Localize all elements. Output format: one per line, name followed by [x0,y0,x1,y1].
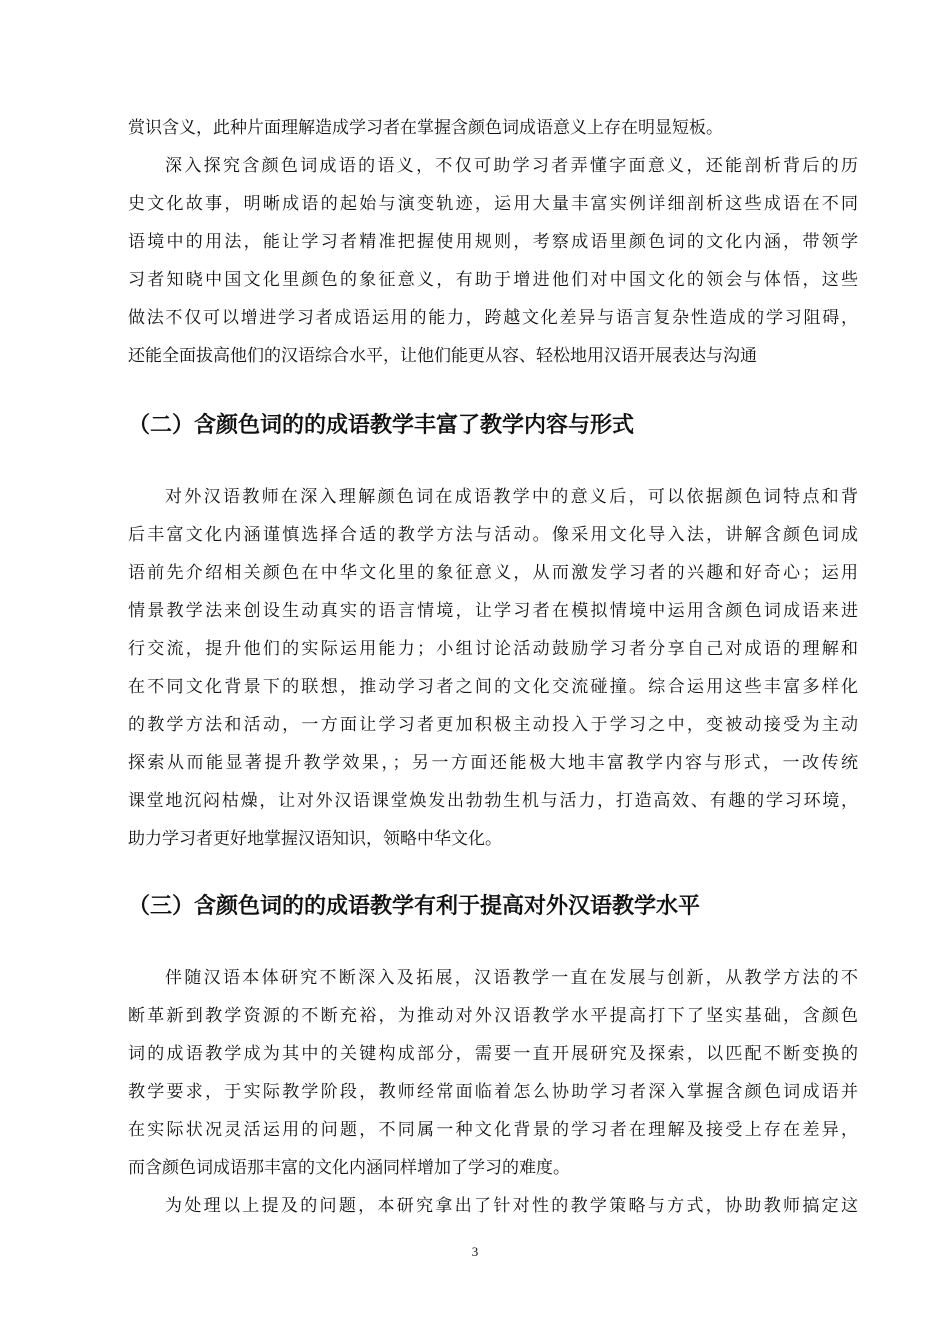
text-line: 对外汉语教师在深入理解颜色词在成语教学中的意义后，可以依据颜色词特点和背 [165,487,858,507]
text-line: 深入探究含颜色词成语的语义，不仅可助学习者弄懂字面意义，还能剖析背后的历 [165,156,858,176]
text-line: 的教学方法和活动，一方面让学习者更加积极主动投入于学习之中，变被动接受为主动 [128,715,858,735]
text-line: 还能全面拔高他们的汉语综合水平，让他们能更从容、轻松地用汉语开展表达与沟通 [128,346,757,366]
text-line: 在不同文化背景下的联想，推动学习者之间的文化交流碰撞。综合运用这些丰富多样化 [128,677,858,697]
text-line: 做法不仅可以增进学习者成语运用的能力，跨越文化差异与语言复杂性造成的学习阻碍， [128,308,858,328]
section-heading: （二）含颜色词的的成语教学丰富了教学内容与形式 [128,413,635,438]
text-line: 断革新到教学资源的不断充裕，为推动对外汉语教学水平提高打下了坚实基础，含颜色 [128,1006,858,1026]
text-line: 行交流，提升他们的实际运用能力；小组讨论活动鼓励学习者分享自己对成语的理解和 [128,639,858,659]
text-line: 伴随汉语本体研究不断深入及拓展，汉语教学一直在发展与创新，从教学方法的不 [165,968,858,988]
text-line: 词的成语教学成为其中的关键构成部分，需要一直开展研究及探索，以匹配不断变换的 [128,1044,858,1064]
text-line: 后丰富文化内涵谨慎选择合适的教学方法与活动。像采用文化导入法，讲解含颜色词成 [128,525,858,545]
page-number: 3 [471,1244,479,1259]
text-line: 课堂地沉闷枯燥，让对外汉语课堂焕发出勃勃生机与活力，打造高效、有趣的学习环境， [128,791,858,811]
text-line: 助力学习者更好地掌握汉语知识，领略中华文化。 [128,829,502,849]
text-line: 习者知晓中国文化里颜色的象征意义，有助于增进他们对中国文化的领会与体悟，这些 [128,270,858,290]
text-line: 语境中的用法，能让学习者精准把握使用规则，考察成语里颜色词的文化内涵，带领学 [128,232,858,252]
text-line: 教学要求，于实际教学阶段，教师经常面临着怎么协助学习者深入掌握含颜色词成语并 [128,1082,858,1102]
text-line: 赏识含义，此种片面理解造成学习者在掌握含颜色词成语意义上存在明显短板。 [128,118,723,138]
text-line: 探索从而能显著提升教学效果，；另一方面还能极大地丰富教学内容与形式，一改传统 [128,753,858,773]
text-line: 语前先介绍相关颜色在中华文化里的象征意义，从而激发学习者的兴趣和好奇心；运用 [128,563,858,583]
text-line: 在实际状况灵活运用的问题，不同属一种文化背景的学习者在理解及接受上存在差异， [128,1120,858,1140]
text-line: 为处理以上提及的问题，本研究拿出了针对性的教学策略与方式，协助教师搞定这 [165,1196,858,1216]
text-line: 而含颜色词成语那丰富的文化内涵同样增加了学习的难度。 [128,1158,570,1178]
text-line: 史文化故事，明晰成语的起始与演变轨迹，运用大量丰富实例详细剖析这些成语在不同 [128,194,858,214]
section-heading: （三）含颜色词的的成语教学有利于提高对外汉语教学水平 [128,894,701,919]
text-line: 情景教学法来创设生动真实的语言情境，让学习者在模拟情境中运用含颜色词成语来进 [128,601,858,621]
